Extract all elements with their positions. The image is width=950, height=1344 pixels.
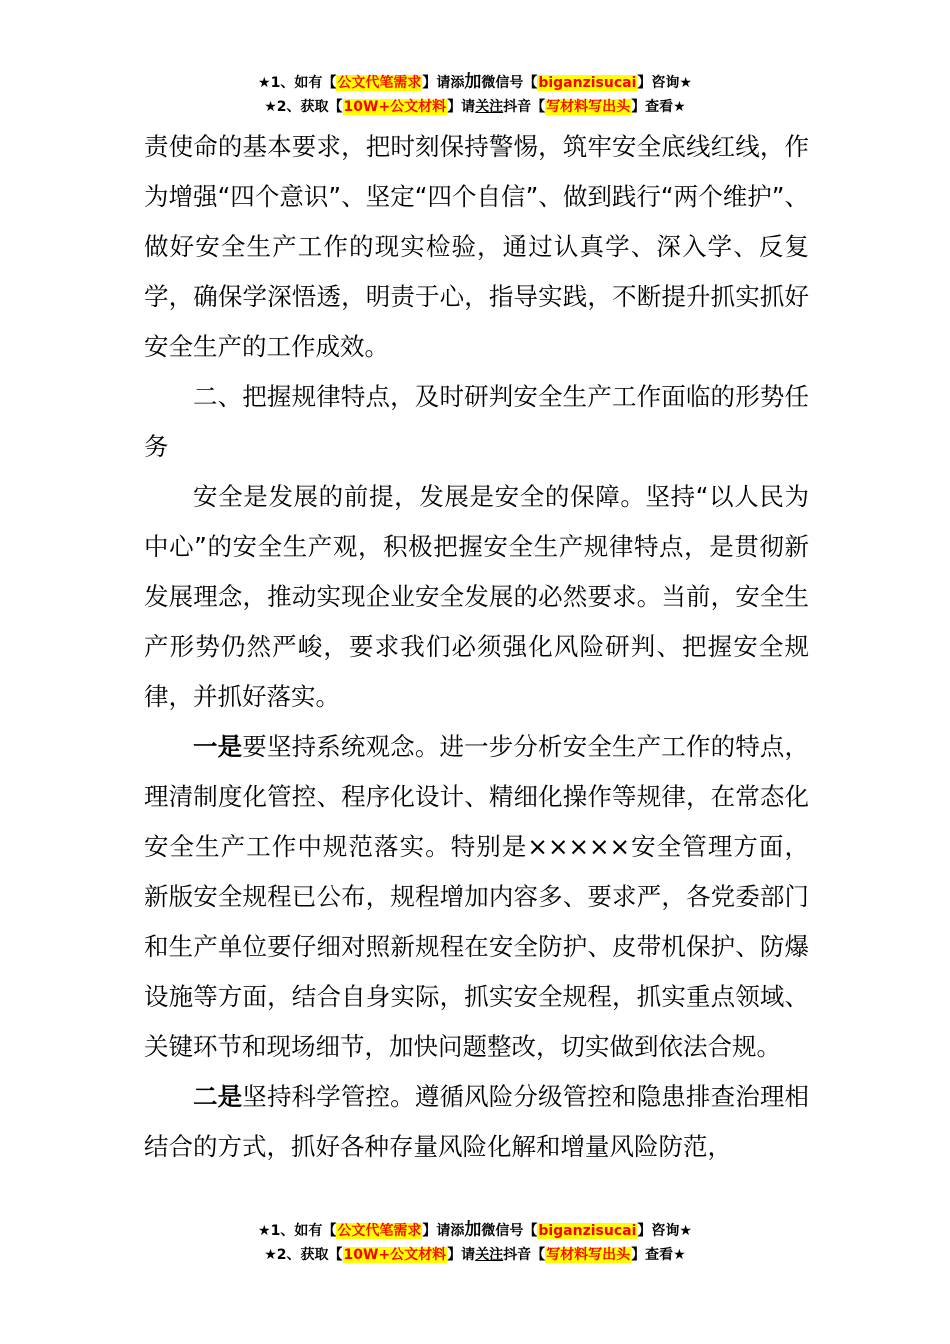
paragraph-4-lead: 二是 [193,1082,243,1111]
banner-line-1: ★1、如有【公文代笔需求】请添加微信号【biganzisucai】咨询★ [258,72,692,92]
highlight-douyin: 写材料写出头 [546,99,631,115]
highlight-wechat-id: biganzisucai [538,1223,637,1239]
highlight-service: 公文代笔需求 [337,75,422,91]
section-heading-2: 二、把握规律特点，及时研判安全生产工作面临的形势任务 [144,382,809,461]
header-banner [0,70,950,119]
banner-line-2: ★2、获取【10W+公文材料】请关注抖音【写材料写出头】查看★ [264,1247,686,1263]
paragraph-3: 一是要坚持系统观念。进一步分析安全生产工作的特点，理清制度化管控、程序化设计、精细化操作等规律，在常态化安全生产工作中规范落实。特别是×××××安全管理方面，新版安全规程已公布，规程增加内容多、要求严，各党委部门和生产单位要仔细对照新规程在安全防护、皮带机保护、防爆设施等方面，结合自身实际，抓实安全规程，抓实重点领域、关键环节和现场细节，加快问题整改，切实做到依法合规。 [144,732,810,1061]
footer-banner [0,1218,950,1267]
highlight-materials: 10W+公文材料 [343,99,447,115]
document-body [144,122,809,1172]
highlight-service: 公文代笔需求 [337,1223,422,1239]
highlight-materials: 10W+公文材料 [343,1247,447,1263]
paragraph-3-lead: 一是 [193,732,243,761]
paragraph-2: 安全是发展的前提，发展是安全的保障。坚持“以人民为中心”的安全生产观，积极把握安全生产规律特点，是贯彻新发展理念，推动实现企业安全发展的必然要求。当前，安全生产形势仍然严峻，要求我们必须强化风险研判、把握安全规律，并抓好落实。 [144,482,809,711]
paragraph-4: 二是坚持科学管控。遵循风险分级管控和隐患排查治理相结合的方式，抓好各种存量风险化解和增量风险防范， [144,1082,810,1161]
paragraph-1: 责使命的基本要求，把时刻保持警惕，筑牢安全底线红线，作为增强“四个意识”、坚定“四个自信”、做到践行“两个维护”、做好安全生产工作的现实检验，通过认真学、深入学、反复学，确保学深悟透，明责于心，指导实践，不断提升抓实抓好安全生产的工作成效。 [144,132,809,361]
highlight-douyin: 写材料写出头 [546,1247,631,1263]
banner-line-2: ★2、获取【10W+公文材料】请关注抖音【写材料写出头】查看★ [264,99,686,115]
highlight-wechat-id: biganzisucai [538,75,637,91]
banner-line-1: ★1、如有【公文代笔需求】请添加微信号【biganzisucai】咨询★ [258,1220,692,1240]
